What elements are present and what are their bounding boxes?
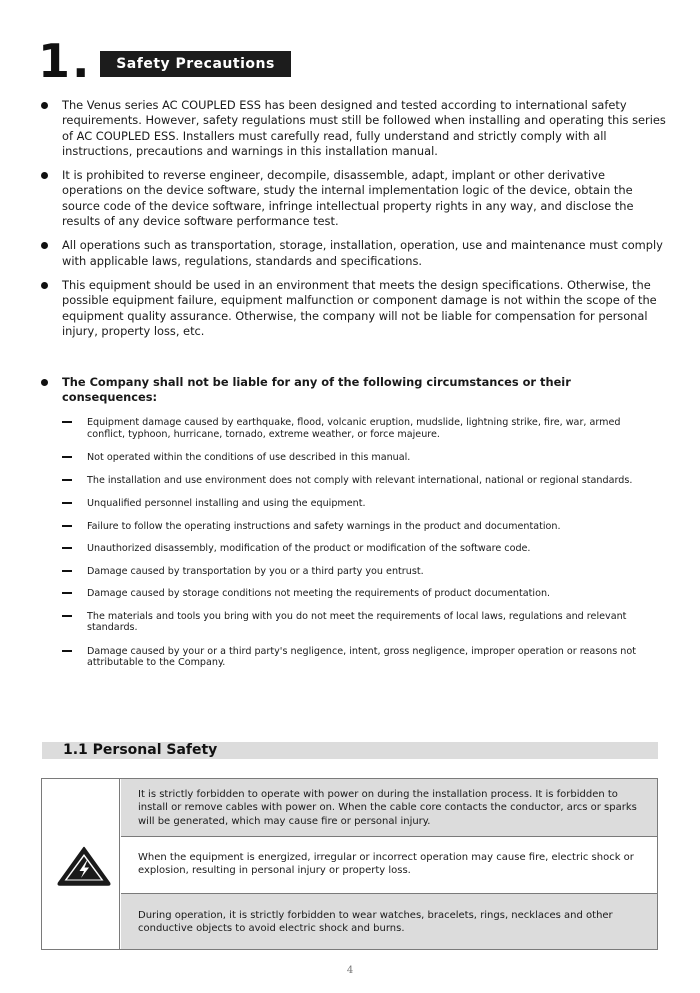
dash-icon: [62, 570, 72, 572]
chapter-number: 1.: [38, 34, 92, 88]
liability-item-text: Equipment damage caused by earthquake, flood, volcanic eruption, mudslide, lightning strike, fire, war, armed conflict, typhoon, hurricane, tornado, extreme weather, or force majeure.: [87, 417, 621, 440]
liability-item: [62, 543, 652, 555]
safety-row: [121, 894, 657, 949]
liability-item-text: Damage caused by transportation by you or a third party you entrust.: [87, 565, 424, 577]
dash-icon: [62, 525, 72, 527]
liability-item: [62, 452, 652, 464]
safety-row: [121, 779, 657, 837]
liability-item-text: The materials and tools you bring with you do not meet the requirements of local laws, regulations and relevant standards.: [87, 610, 627, 633]
liability-item: [62, 417, 652, 440]
bullet-text: It is prohibited to reverse engineer, decompile, disassemble, adapt, implant or other derivative operations on the device software, study the internal implementation logic of the device, obtain the source code of the device software, infringe intellectual property rights in any way, and disclose the results of any device software performance test.: [62, 168, 634, 229]
bullet-item: [40, 168, 668, 229]
icon-cell: [42, 779, 120, 949]
liability-item-text: Failure to follow the operating instructions and safety warnings in the product and documentation.: [87, 520, 561, 532]
safety-bullet-list: [40, 98, 668, 348]
liability-item-text: Not operated within the conditions of use described in this manual.: [87, 452, 411, 463]
dash-icon: [62, 592, 72, 594]
dash-icon: [62, 456, 72, 458]
safety-row-text: During operation, it is strictly forbidden to wear watches, bracelets, rings, necklaces and other conductive objects to avoid electric shock and burns.: [138, 910, 613, 935]
dash-icon: [62, 615, 72, 617]
liability-list: [62, 417, 652, 669]
chapter-title: Safety Precautions: [100, 51, 291, 77]
liability-item: [62, 566, 652, 578]
bullet-dot-icon: [41, 172, 48, 179]
liability-item: [62, 475, 652, 487]
liability-item: [62, 521, 652, 533]
electric-shock-warning-icon: [57, 846, 111, 886]
bullet-text: This equipment should be used in an environment that meets the design specifications. Otherwise, the possible equipment failure, equipment malfunction or component damage is not within the scope of the equipment quality assurance. Otherwise, the company will not be liable for compensation for personal injury, property loss, etc.: [62, 277, 657, 338]
dash-icon: [62, 547, 72, 549]
liability-item-text: The installation and use environment does not comply with relevant international, national or regional standards.: [87, 474, 633, 486]
bullet-dot-icon: [41, 102, 48, 109]
liability-item: [62, 646, 652, 669]
bullet-text: The Venus series AC COUPLED ESS has been designed and tested according to international safety requirements. However, safety regulations must still be followed when installing and operating this series of AC COUPLED ESS. Installers must carefully read, fully understand and strictly comply with all instructions, precautions and warnings in this installation manual.: [62, 98, 666, 158]
bullet-item: [40, 98, 668, 159]
liability-item: [62, 588, 652, 600]
section-title: 1.1 Personal Safety: [63, 742, 218, 758]
personal-safety-table: [41, 778, 658, 950]
bullet-item: [40, 238, 668, 269]
liability-item-text: Damage caused by your or a third party's negligence, intent, gross negligence, improper operation or reasons not attributable to the Company.: [87, 645, 636, 668]
bullet-dot-icon: [41, 379, 48, 386]
bullet-item: [40, 278, 668, 339]
page-number: 4: [346, 965, 354, 976]
bullet-dot-icon: [41, 242, 48, 249]
bullet-text: All operations such as transportation, storage, installation, operation, use and maintenance must comply with applicable laws, regulations, standards and specifications.: [62, 238, 663, 268]
dash-icon: [62, 650, 72, 652]
liability-item-text: Unauthorized disassembly, modification of the product or modification of the software code.: [87, 543, 531, 554]
safety-row: [121, 837, 657, 894]
bullet-dot-icon: [41, 282, 48, 289]
liability-heading: The Company shall not be liable for any of the following circumstances or their consequences:: [62, 375, 571, 405]
dash-icon: [62, 502, 72, 504]
liability-item: [62, 611, 652, 634]
liability-item-text: Damage caused by storage conditions not meeting the requirements of product documentation.: [87, 588, 551, 599]
liability-heading-item: [40, 375, 668, 406]
dash-icon: [62, 421, 72, 423]
liability-item: [62, 498, 652, 510]
safety-row-text: It is strictly forbidden to operate with power on during the installation process. It is forbidden to install or remove cables with power on. When the cable core contacts the conductor, arcs or sparks will be generated, which may cause fire or personal injury.: [138, 789, 637, 827]
liability-item-text: Unqualified personnel installing and using the equipment.: [87, 498, 366, 509]
safety-row-text: When the equipment is energized, irregular or incorrect operation may cause fire, electric shock or explosion, resulting in personal injury or property loss.: [138, 852, 634, 877]
dash-icon: [62, 479, 72, 481]
